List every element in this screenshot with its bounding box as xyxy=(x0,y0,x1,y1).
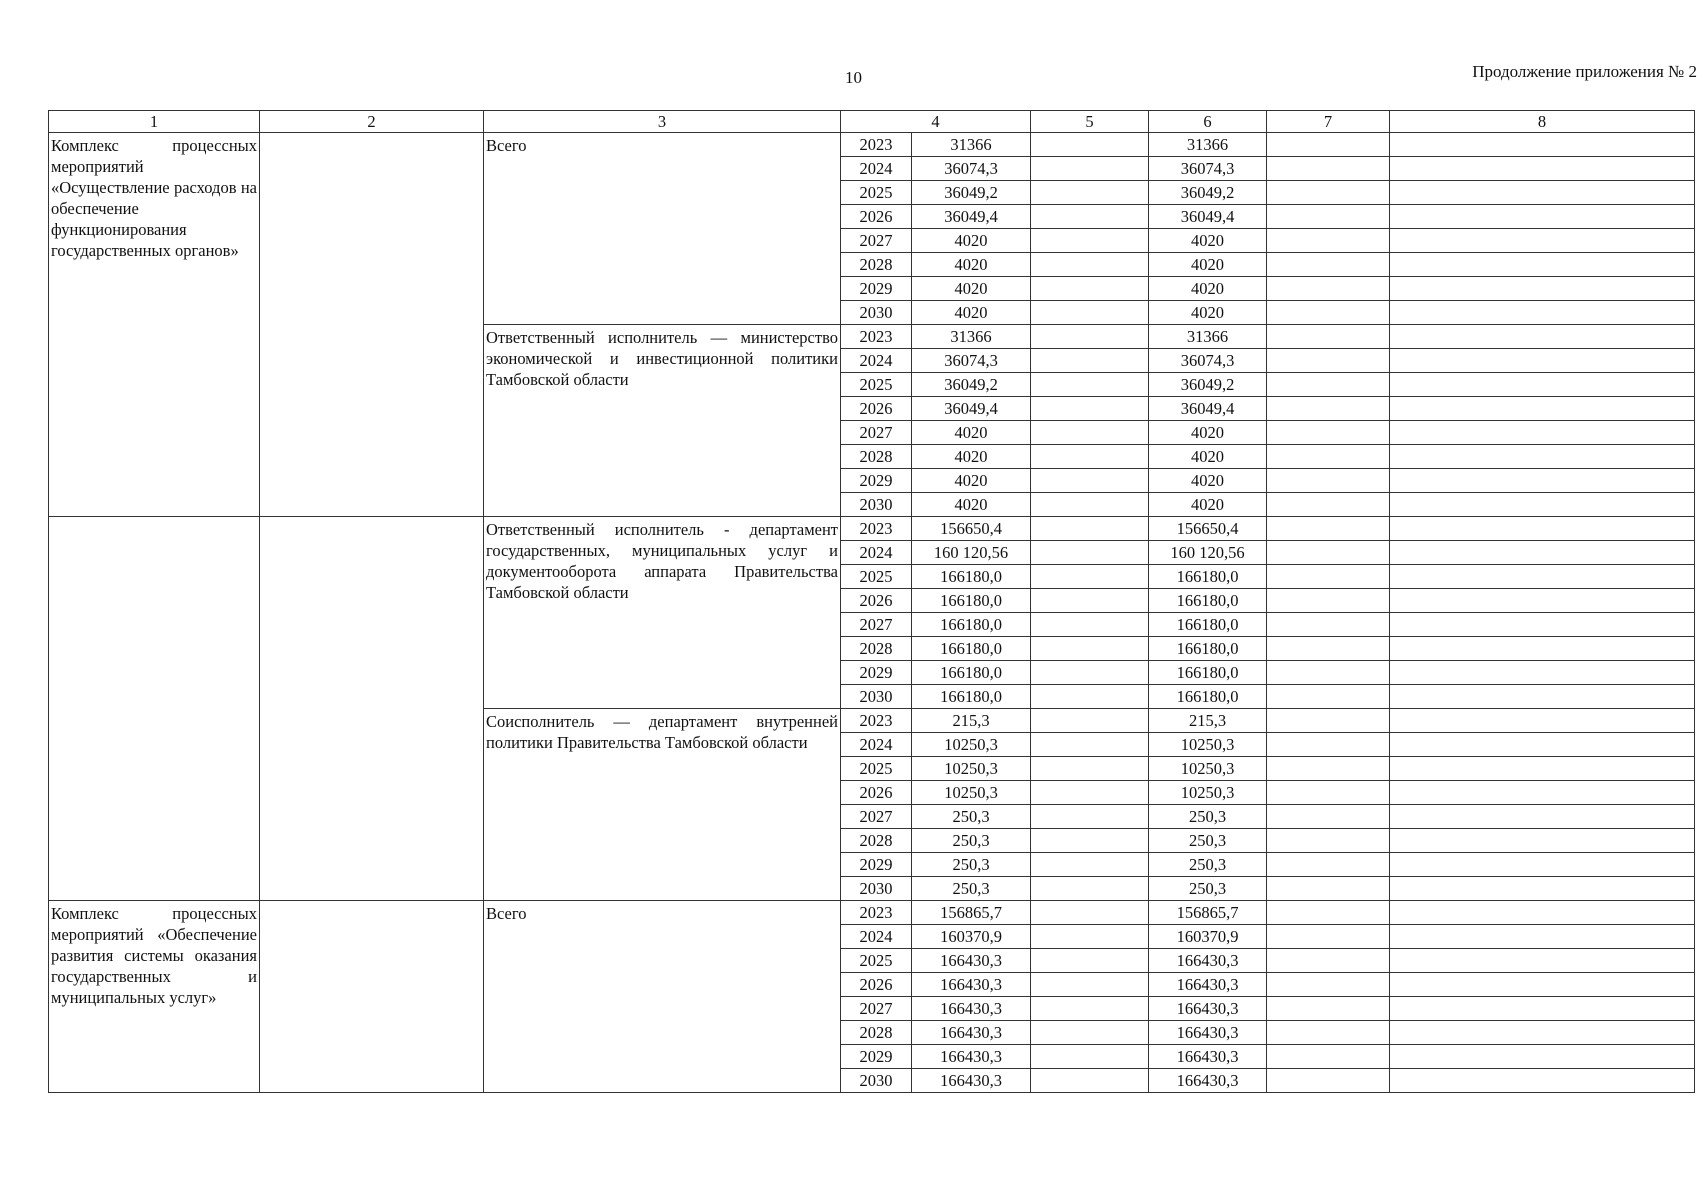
table-row xyxy=(49,133,1695,157)
column-5-value-cell xyxy=(1031,181,1149,205)
column-5-value-cell xyxy=(1031,637,1149,661)
column-6-value-cell: 36049,2 xyxy=(1149,373,1267,397)
column-8-value-cell xyxy=(1390,493,1695,517)
year-cell: 2026 xyxy=(841,781,912,805)
column-7-value-cell xyxy=(1267,157,1390,181)
column-7-value-cell xyxy=(1267,421,1390,445)
year-cell: 2028 xyxy=(841,829,912,853)
year-cell: 2026 xyxy=(841,205,912,229)
column-5-value-cell xyxy=(1031,157,1149,181)
column-7-value-cell xyxy=(1267,853,1390,877)
column-7-value-cell xyxy=(1267,541,1390,565)
column-8-value-cell xyxy=(1390,229,1695,253)
column-5-value-cell xyxy=(1031,493,1149,517)
column-7-value-cell xyxy=(1267,373,1390,397)
column-8-value-cell xyxy=(1390,517,1695,541)
column-8-value-cell xyxy=(1390,205,1695,229)
column-5-value-cell xyxy=(1031,349,1149,373)
column-5-value-cell xyxy=(1031,1045,1149,1069)
column-7-value-cell xyxy=(1267,493,1390,517)
column-6-value-cell: 36074,3 xyxy=(1149,157,1267,181)
column-4-value-cell: 160370,9 xyxy=(912,925,1031,949)
year-cell: 2029 xyxy=(841,1045,912,1069)
column-4-value-cell: 166180,0 xyxy=(912,589,1031,613)
year-cell: 2027 xyxy=(841,421,912,445)
column-6-value-cell: 31366 xyxy=(1149,133,1267,157)
column-7-value-cell xyxy=(1267,901,1390,925)
year-cell: 2027 xyxy=(841,613,912,637)
year-cell: 2027 xyxy=(841,229,912,253)
responsible-cell: Соисполнитель — департамент внутренней политики Правительства Тамбовской области xyxy=(484,709,841,901)
column-7-value-cell xyxy=(1267,997,1390,1021)
column-header: 1 xyxy=(49,111,260,133)
column-7-value-cell xyxy=(1267,661,1390,685)
column-7-value-cell xyxy=(1267,565,1390,589)
column-8-value-cell xyxy=(1390,1021,1695,1045)
column-header: 4 xyxy=(841,111,1031,133)
column-5-value-cell xyxy=(1031,757,1149,781)
column-4-value-cell: 4020 xyxy=(912,469,1031,493)
column-6-value-cell: 4020 xyxy=(1149,493,1267,517)
column-7-value-cell xyxy=(1267,805,1390,829)
column-6-value-cell: 250,3 xyxy=(1149,853,1267,877)
column-4-value-cell: 166180,0 xyxy=(912,565,1031,589)
column-5-value-cell xyxy=(1031,733,1149,757)
column-5-value-cell xyxy=(1031,613,1149,637)
column-7-value-cell xyxy=(1267,325,1390,349)
year-cell: 2023 xyxy=(841,133,912,157)
column-number-row xyxy=(49,111,1695,133)
column-4-value-cell: 4020 xyxy=(912,229,1031,253)
column-4-value-cell: 160 120,56 xyxy=(912,541,1031,565)
column-8-value-cell xyxy=(1390,325,1695,349)
year-cell: 2026 xyxy=(841,589,912,613)
column-5-value-cell xyxy=(1031,949,1149,973)
column-5-value-cell xyxy=(1031,1021,1149,1045)
year-cell: 2027 xyxy=(841,997,912,1021)
column-6-value-cell: 10250,3 xyxy=(1149,757,1267,781)
year-cell: 2030 xyxy=(841,493,912,517)
column-7-value-cell xyxy=(1267,757,1390,781)
column-5-value-cell xyxy=(1031,421,1149,445)
column-8-value-cell xyxy=(1390,853,1695,877)
year-cell: 2025 xyxy=(841,757,912,781)
column-7-value-cell xyxy=(1267,1045,1390,1069)
column-4-value-cell: 166430,3 xyxy=(912,997,1031,1021)
column-4-value-cell: 31366 xyxy=(912,133,1031,157)
column-6-value-cell: 36049,2 xyxy=(1149,181,1267,205)
column-8-value-cell xyxy=(1390,133,1695,157)
column-8-value-cell xyxy=(1390,685,1695,709)
column-8-value-cell xyxy=(1390,589,1695,613)
column-4-value-cell: 215,3 xyxy=(912,709,1031,733)
column-2-cell xyxy=(260,517,484,901)
column-header: 6 xyxy=(1149,111,1267,133)
column-4-value-cell: 10250,3 xyxy=(912,733,1031,757)
column-4-value-cell: 166180,0 xyxy=(912,637,1031,661)
column-5-value-cell xyxy=(1031,373,1149,397)
column-5-value-cell xyxy=(1031,997,1149,1021)
column-7-value-cell xyxy=(1267,133,1390,157)
column-7-value-cell xyxy=(1267,469,1390,493)
column-8-value-cell xyxy=(1390,421,1695,445)
year-cell: 2026 xyxy=(841,397,912,421)
responsible-cell: Всего xyxy=(484,901,841,1093)
column-4-value-cell: 166180,0 xyxy=(912,685,1031,709)
column-6-value-cell: 160370,9 xyxy=(1149,925,1267,949)
column-2-cell xyxy=(260,133,484,517)
column-5-value-cell xyxy=(1031,541,1149,565)
column-5-value-cell xyxy=(1031,277,1149,301)
column-8-value-cell xyxy=(1390,709,1695,733)
column-6-value-cell: 4020 xyxy=(1149,301,1267,325)
column-header: 5 xyxy=(1031,111,1149,133)
column-7-value-cell xyxy=(1267,397,1390,421)
year-cell: 2023 xyxy=(841,901,912,925)
column-8-value-cell xyxy=(1390,1069,1695,1093)
column-5-value-cell xyxy=(1031,397,1149,421)
column-5-value-cell xyxy=(1031,781,1149,805)
column-4-value-cell: 4020 xyxy=(912,253,1031,277)
column-4-value-cell: 250,3 xyxy=(912,805,1031,829)
table-body xyxy=(49,133,1695,1093)
column-6-value-cell: 215,3 xyxy=(1149,709,1267,733)
year-cell: 2025 xyxy=(841,373,912,397)
year-cell: 2024 xyxy=(841,349,912,373)
column-5-value-cell xyxy=(1031,325,1149,349)
column-8-value-cell xyxy=(1390,757,1695,781)
column-6-value-cell: 156650,4 xyxy=(1149,517,1267,541)
column-4-value-cell: 10250,3 xyxy=(912,781,1031,805)
year-cell: 2025 xyxy=(841,565,912,589)
column-5-value-cell xyxy=(1031,1069,1149,1093)
column-7-value-cell xyxy=(1267,973,1390,997)
column-8-value-cell xyxy=(1390,637,1695,661)
column-7-value-cell xyxy=(1267,829,1390,853)
column-header: 8 xyxy=(1390,111,1695,133)
column-5-value-cell xyxy=(1031,709,1149,733)
column-8-value-cell xyxy=(1390,277,1695,301)
column-5-value-cell xyxy=(1031,205,1149,229)
column-header: 7 xyxy=(1267,111,1390,133)
year-cell: 2024 xyxy=(841,541,912,565)
column-6-value-cell: 166180,0 xyxy=(1149,661,1267,685)
column-8-value-cell xyxy=(1390,397,1695,421)
column-4-value-cell: 36074,3 xyxy=(912,157,1031,181)
column-5-value-cell xyxy=(1031,517,1149,541)
column-7-value-cell xyxy=(1267,277,1390,301)
column-6-value-cell: 31366 xyxy=(1149,325,1267,349)
program-name-cell: Комплекс процессных мероприятий «Обеспечение развития системы оказания государственных и муниципальных услуг» xyxy=(49,901,260,1093)
column-6-value-cell: 4020 xyxy=(1149,421,1267,445)
program-name-cell: Комплекс процессных мероприятий «Осуществление расходов на обеспечение функционирования государственных органов» xyxy=(49,133,260,517)
column-7-value-cell xyxy=(1267,925,1390,949)
column-5-value-cell xyxy=(1031,565,1149,589)
column-7-value-cell xyxy=(1267,949,1390,973)
column-4-value-cell: 166430,3 xyxy=(912,949,1031,973)
responsible-cell: Ответственный исполнитель - департамент государственных, муниципальных услуг и документооборота аппарата Правительства Тамбовской области xyxy=(484,517,841,709)
column-4-value-cell: 36074,3 xyxy=(912,349,1031,373)
year-cell: 2029 xyxy=(841,853,912,877)
table-row xyxy=(49,901,1695,925)
column-6-value-cell: 36049,4 xyxy=(1149,205,1267,229)
column-6-value-cell: 4020 xyxy=(1149,229,1267,253)
column-5-value-cell xyxy=(1031,133,1149,157)
column-6-value-cell: 166180,0 xyxy=(1149,565,1267,589)
column-8-value-cell xyxy=(1390,973,1695,997)
year-cell: 2030 xyxy=(841,301,912,325)
column-4-value-cell: 156865,7 xyxy=(912,901,1031,925)
column-6-value-cell: 36049,4 xyxy=(1149,397,1267,421)
column-4-value-cell: 250,3 xyxy=(912,829,1031,853)
year-cell: 2029 xyxy=(841,469,912,493)
column-7-value-cell xyxy=(1267,685,1390,709)
program-name-cell xyxy=(49,517,260,901)
column-4-value-cell: 36049,2 xyxy=(912,373,1031,397)
year-cell: 2028 xyxy=(841,445,912,469)
column-4-value-cell: 10250,3 xyxy=(912,757,1031,781)
column-7-value-cell xyxy=(1267,637,1390,661)
column-6-value-cell: 250,3 xyxy=(1149,829,1267,853)
column-7-value-cell xyxy=(1267,301,1390,325)
column-5-value-cell xyxy=(1031,469,1149,493)
column-6-value-cell: 166430,3 xyxy=(1149,997,1267,1021)
column-5-value-cell xyxy=(1031,877,1149,901)
appendix-table xyxy=(48,110,1695,1093)
column-4-value-cell: 4020 xyxy=(912,301,1031,325)
column-header: 2 xyxy=(260,111,484,133)
year-cell: 2029 xyxy=(841,277,912,301)
column-7-value-cell xyxy=(1267,445,1390,469)
column-4-value-cell: 250,3 xyxy=(912,853,1031,877)
column-6-value-cell: 166180,0 xyxy=(1149,613,1267,637)
column-7-value-cell xyxy=(1267,1021,1390,1045)
column-6-value-cell: 36074,3 xyxy=(1149,349,1267,373)
column-6-value-cell: 4020 xyxy=(1149,277,1267,301)
responsible-cell: Всего xyxy=(484,133,841,325)
column-5-value-cell xyxy=(1031,853,1149,877)
column-4-value-cell: 36049,4 xyxy=(912,205,1031,229)
column-8-value-cell xyxy=(1390,373,1695,397)
column-4-value-cell: 4020 xyxy=(912,493,1031,517)
column-8-value-cell xyxy=(1390,445,1695,469)
column-8-value-cell xyxy=(1390,949,1695,973)
column-6-value-cell: 166430,3 xyxy=(1149,1045,1267,1069)
column-6-value-cell: 166430,3 xyxy=(1149,1069,1267,1093)
column-4-value-cell: 4020 xyxy=(912,421,1031,445)
column-8-value-cell xyxy=(1390,661,1695,685)
column-7-value-cell xyxy=(1267,229,1390,253)
year-cell: 2023 xyxy=(841,325,912,349)
column-8-value-cell xyxy=(1390,301,1695,325)
column-8-value-cell xyxy=(1390,829,1695,853)
column-4-value-cell: 166430,3 xyxy=(912,1069,1031,1093)
year-cell: 2025 xyxy=(841,949,912,973)
column-7-value-cell xyxy=(1267,349,1390,373)
column-5-value-cell xyxy=(1031,229,1149,253)
column-7-value-cell xyxy=(1267,877,1390,901)
column-8-value-cell xyxy=(1390,253,1695,277)
table-row xyxy=(49,517,1695,541)
year-cell: 2023 xyxy=(841,517,912,541)
column-6-value-cell: 156865,7 xyxy=(1149,901,1267,925)
column-5-value-cell xyxy=(1031,925,1149,949)
page-number: 10 xyxy=(845,68,862,87)
year-cell: 2028 xyxy=(841,1021,912,1045)
column-8-value-cell xyxy=(1390,925,1695,949)
column-7-value-cell xyxy=(1267,589,1390,613)
column-5-value-cell xyxy=(1031,805,1149,829)
column-6-value-cell: 166180,0 xyxy=(1149,685,1267,709)
year-cell: 2030 xyxy=(841,685,912,709)
column-4-value-cell: 250,3 xyxy=(912,877,1031,901)
column-8-value-cell xyxy=(1390,469,1695,493)
column-8-value-cell xyxy=(1390,565,1695,589)
column-7-value-cell xyxy=(1267,709,1390,733)
column-6-value-cell: 166180,0 xyxy=(1149,589,1267,613)
column-4-value-cell: 4020 xyxy=(912,445,1031,469)
column-4-value-cell: 166430,3 xyxy=(912,973,1031,997)
column-6-value-cell: 166430,3 xyxy=(1149,1021,1267,1045)
column-8-value-cell xyxy=(1390,733,1695,757)
column-8-value-cell xyxy=(1390,781,1695,805)
column-6-value-cell: 250,3 xyxy=(1149,805,1267,829)
column-7-value-cell xyxy=(1267,733,1390,757)
column-2-cell xyxy=(260,901,484,1093)
column-7-value-cell xyxy=(1267,253,1390,277)
column-8-value-cell xyxy=(1390,901,1695,925)
column-5-value-cell xyxy=(1031,589,1149,613)
column-8-value-cell xyxy=(1390,997,1695,1021)
year-cell: 2023 xyxy=(841,709,912,733)
year-cell: 2028 xyxy=(841,253,912,277)
year-cell: 2025 xyxy=(841,181,912,205)
column-6-value-cell: 4020 xyxy=(1149,445,1267,469)
column-8-value-cell xyxy=(1390,181,1695,205)
column-5-value-cell xyxy=(1031,685,1149,709)
column-8-value-cell xyxy=(1390,1045,1695,1069)
column-8-value-cell xyxy=(1390,349,1695,373)
column-7-value-cell xyxy=(1267,205,1390,229)
column-4-value-cell: 166180,0 xyxy=(912,613,1031,637)
column-5-value-cell xyxy=(1031,661,1149,685)
year-cell: 2024 xyxy=(841,733,912,757)
column-5-value-cell xyxy=(1031,973,1149,997)
year-cell: 2024 xyxy=(841,157,912,181)
column-5-value-cell xyxy=(1031,253,1149,277)
column-5-value-cell xyxy=(1031,901,1149,925)
column-4-value-cell: 166430,3 xyxy=(912,1021,1031,1045)
continuation-heading: Продолжение приложения № 2 xyxy=(1472,62,1697,81)
column-6-value-cell: 166430,3 xyxy=(1149,949,1267,973)
column-header: 3 xyxy=(484,111,841,133)
year-cell: 2030 xyxy=(841,1069,912,1093)
column-6-value-cell: 250,3 xyxy=(1149,877,1267,901)
column-8-value-cell xyxy=(1390,877,1695,901)
column-4-value-cell: 36049,4 xyxy=(912,397,1031,421)
column-8-value-cell xyxy=(1390,805,1695,829)
column-5-value-cell xyxy=(1031,829,1149,853)
year-cell: 2026 xyxy=(841,973,912,997)
column-6-value-cell: 4020 xyxy=(1149,469,1267,493)
column-7-value-cell xyxy=(1267,517,1390,541)
year-cell: 2029 xyxy=(841,661,912,685)
column-8-value-cell xyxy=(1390,157,1695,181)
column-6-value-cell: 10250,3 xyxy=(1149,733,1267,757)
column-7-value-cell xyxy=(1267,781,1390,805)
year-cell: 2024 xyxy=(841,925,912,949)
responsible-cell: Ответственный исполнитель — министерство экономической и инвестиционной политики Тамбовской области xyxy=(484,325,841,517)
year-cell: 2027 xyxy=(841,805,912,829)
column-6-value-cell: 4020 xyxy=(1149,253,1267,277)
column-4-value-cell: 4020 xyxy=(912,277,1031,301)
column-5-value-cell xyxy=(1031,445,1149,469)
column-4-value-cell: 156650,4 xyxy=(912,517,1031,541)
column-8-value-cell xyxy=(1390,613,1695,637)
column-7-value-cell xyxy=(1267,613,1390,637)
column-8-value-cell xyxy=(1390,541,1695,565)
column-4-value-cell: 166180,0 xyxy=(912,661,1031,685)
column-7-value-cell xyxy=(1267,1069,1390,1093)
year-cell: 2028 xyxy=(841,637,912,661)
column-4-value-cell: 31366 xyxy=(912,325,1031,349)
column-4-value-cell: 36049,2 xyxy=(912,181,1031,205)
column-6-value-cell: 166430,3 xyxy=(1149,973,1267,997)
column-7-value-cell xyxy=(1267,181,1390,205)
column-6-value-cell: 160 120,56 xyxy=(1149,541,1267,565)
column-4-value-cell: 166430,3 xyxy=(912,1045,1031,1069)
column-6-value-cell: 166180,0 xyxy=(1149,637,1267,661)
column-5-value-cell xyxy=(1031,301,1149,325)
column-6-value-cell: 10250,3 xyxy=(1149,781,1267,805)
year-cell: 2030 xyxy=(841,877,912,901)
